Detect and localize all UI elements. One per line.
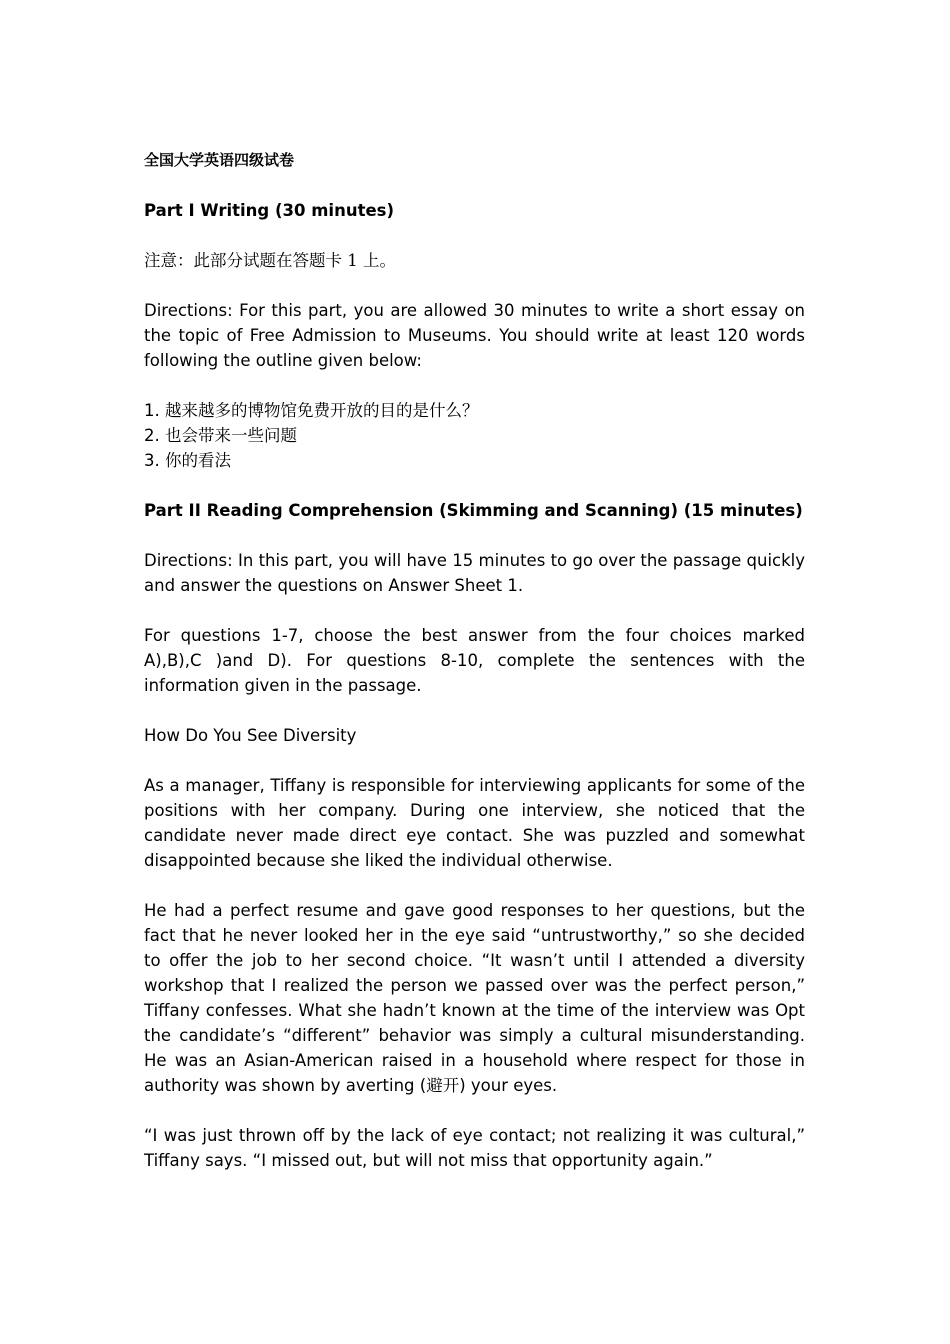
passage-paragraph-1: As a manager, Tiffany is responsible for interviewing applicants for some of the positions with her company. During one interview, she noticed that the candidate never made direct eye contact. She was puzzled and somewhat disappointed because she liked the individual otherwise. xyxy=(144,776,805,870)
part2-instructions: For questions 1-7, choose the best answer from the four choices marked A),B),C )and D). For questions 8-10, complete the sentences with the information given in the passage. xyxy=(144,626,805,695)
part1-heading: Part I Writing (30 minutes) xyxy=(144,201,395,220)
part2-heading: Part II Reading Comprehension (Skimming and Scanning) (15 minutes) xyxy=(144,501,803,520)
part1-outline xyxy=(144,398,805,473)
passage-paragraph-2-part-a: He had a perfect resume and gave good responses to her questions, but the fact that he never looked her in the eye said “untrustworthy,” so she decided to offer the job to her second choice. “It wasn’t until I attended a diversity workshop that I realized the person we passed over was the perfect person,” Tiffany confesses. What she hadn’t known at the time of the interview was Opt the candidate’s “different” behavior was simply a cultural misunderstanding. He was an Asian-American raised in a household where respect for those in authority was shown by averting ( xyxy=(144,901,805,1095)
outline-item-2-text: 也会带来一些问题 xyxy=(165,426,297,445)
passage-paragraph-2-part-b: ) your eyes. xyxy=(459,1076,558,1095)
passage-paragraph-2-gloss: 避开 xyxy=(426,1076,460,1095)
passage-title: How Do You See Diversity xyxy=(144,726,357,745)
document-page xyxy=(144,148,805,1198)
outline-item-3-text: 你的看法 xyxy=(165,451,231,470)
outline-item-3-number: 3. xyxy=(144,451,165,470)
outline-item-2-number: 2. xyxy=(144,426,165,445)
outline-item-1 xyxy=(144,398,805,423)
outline-item-1-text: 越来越多的博物馆免费开放的目的是什么？ xyxy=(165,401,479,420)
exam-title: 全国大学英语四级试卷 xyxy=(144,151,295,169)
outline-item-3 xyxy=(144,448,805,473)
part1-directions: Directions: For this part, you are allowed 30 minutes to write a short essay on the topic of Free Admission to Museums. You should write at least 120 words following the outline given below: xyxy=(144,301,805,370)
outline-item-1-number: 1. xyxy=(144,401,165,420)
passage-paragraph-3: “I was just thrown off by the lack of eye contact; not realizing it was cultural,” Tiffany says. “I missed out, but will not miss that opportunity again.” xyxy=(144,1126,805,1170)
part2-directions: Directions: In this part, you will have 15 minutes to go over the passage quickly and answer the questions on Answer Sheet 1. xyxy=(144,551,805,595)
part1-note: 注意：此部分试题在答题卡 1 上。 xyxy=(144,251,396,270)
outline-item-2 xyxy=(144,423,805,448)
passage-paragraph-2 xyxy=(144,898,805,1098)
